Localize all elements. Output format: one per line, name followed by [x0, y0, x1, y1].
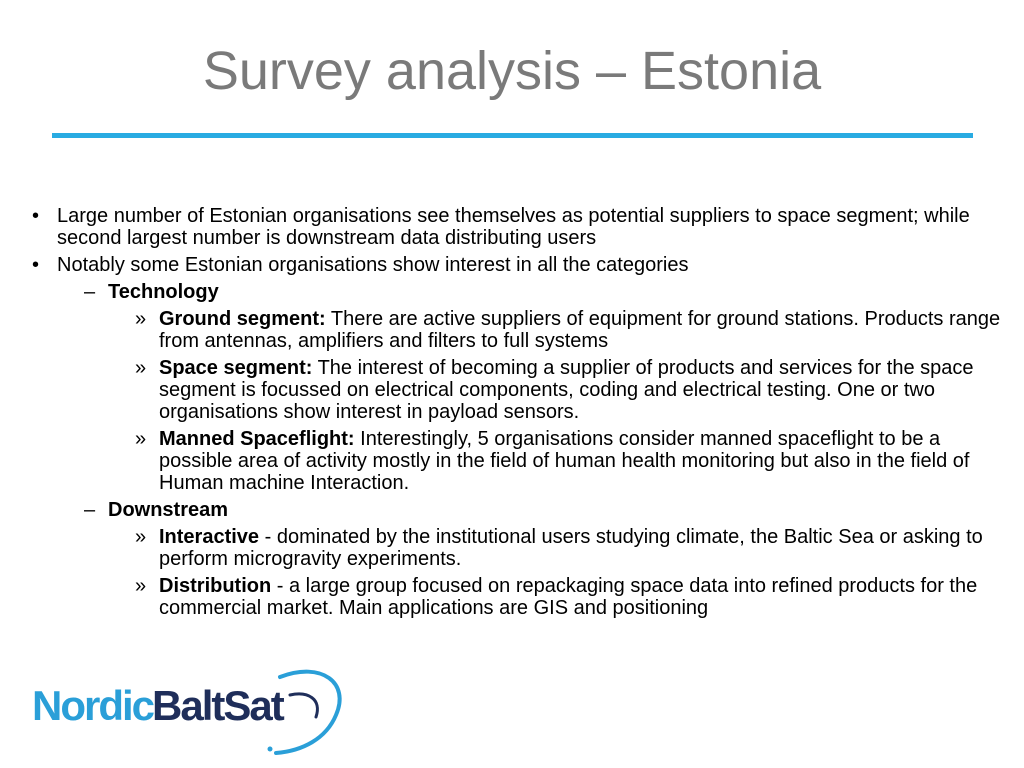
sub-item-text: The interest of becoming a supplier of products and services for the space segment is focussed on electrical components, coding and electrical testing. One or two organisations show interest in payload sensors.	[159, 357, 974, 423]
chevron-marker: »	[135, 357, 147, 379]
logo-text-baltsat: BaltSat	[152, 682, 283, 729]
sub-item-label: Space segment:	[159, 357, 313, 379]
sub-item-manned-spaceflight	[30, 428, 1005, 494]
sub-item-space-segment	[30, 357, 1005, 423]
nordic-baltsat-logo	[32, 665, 362, 760]
sub-item-interactive	[30, 526, 1005, 570]
sub-item-text: Interestingly, 5 organisations consider manned spaceflight to be a possible area of activity mostly in the field of human health monitoring but also in the field of Human machine Interaction.	[159, 428, 970, 494]
bullet-item-1	[30, 205, 1005, 249]
sub-item-text: - dominated by the institutional users studying climate, the Baltic Sea or asking to perform microgravity experiments.	[159, 526, 983, 570]
sub-item-label: Distribution	[159, 575, 272, 597]
bullet-text: Large number of Estonian organisations see themselves as potential suppliers to space segment; while second largest number is downstream data distributing users	[57, 205, 970, 249]
chevron-marker: »	[135, 428, 147, 450]
slide-title: Survey analysis – Estonia	[202, 41, 822, 101]
sub-item-ground-segment	[30, 308, 1005, 352]
logo-text-nordic: Nordic	[32, 682, 154, 729]
dash-marker: –	[84, 281, 96, 303]
bullet-text: Notably some Estonian organisations show interest in all the categories	[57, 254, 689, 276]
subheading-text: Downstream	[108, 499, 229, 521]
bullet-item-2	[30, 254, 1005, 276]
subheading-technology	[30, 281, 1005, 303]
chevron-marker: »	[135, 308, 147, 330]
slide-content	[30, 205, 1005, 624]
dash-marker: –	[84, 499, 96, 521]
title-divider	[52, 133, 973, 138]
sub-item-text: - a large group focused on repackaging space data into refined products for the commercial market. Main applications are GIS and positioning	[159, 575, 978, 619]
sub-item-label: Interactive	[159, 526, 260, 548]
subheading-text: Technology	[108, 281, 219, 303]
sub-item-label: Ground segment:	[159, 308, 326, 330]
bullet-marker: •	[32, 254, 40, 276]
chevron-marker: »	[135, 526, 147, 548]
bullet-marker: •	[32, 205, 40, 227]
subheading-downstream	[30, 499, 1005, 521]
sub-item-text: There are active suppliers of equipment for ground stations. Products range from antennas, amplifiers and filters to full systems	[159, 308, 1001, 352]
sub-item-distribution	[30, 575, 1005, 619]
sub-item-label: Manned Spaceflight:	[159, 428, 355, 450]
chevron-marker: »	[135, 575, 147, 597]
